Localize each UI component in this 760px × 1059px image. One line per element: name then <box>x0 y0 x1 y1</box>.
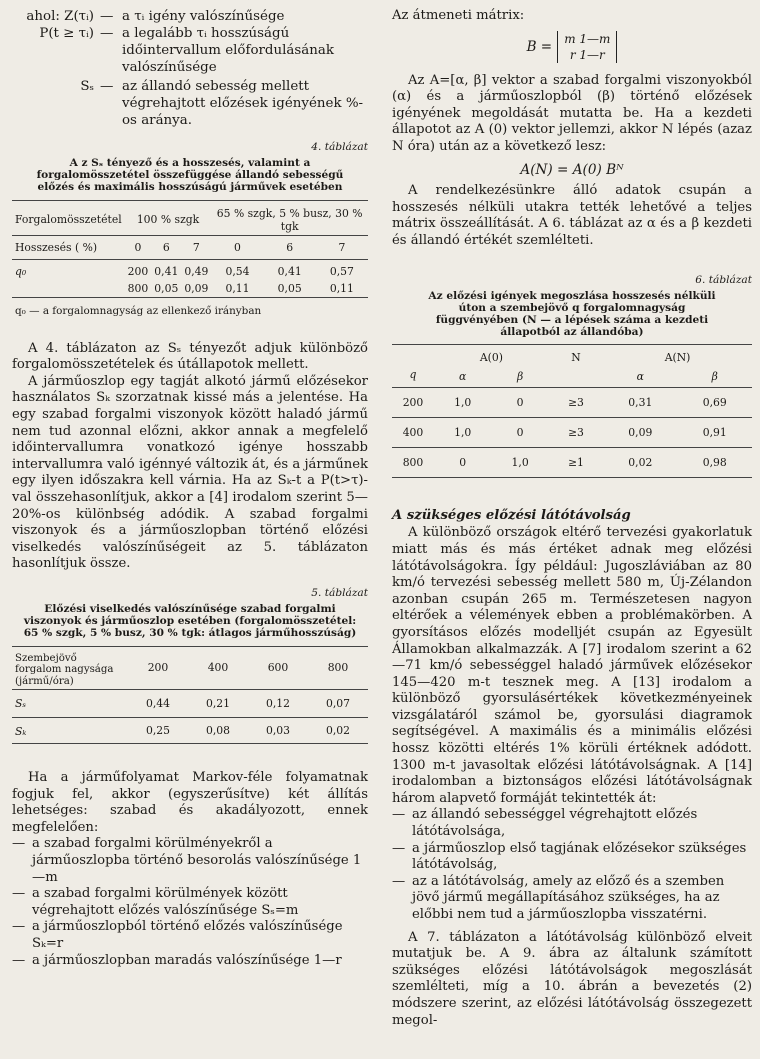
body-paragraph: A különböző országok eltérő tervezési gyakorlatuk miatt más és más értéket adnak meg előzési látótávolságokra. Így például: Jugoszláviában az 80 km/ó tervezési sebesség mellett 580 m, Új-Zélandon azonban csupán 265 m. Természetesen nagyon eltérőek a vélemények ebben a problémakörben. A gyorsításos előzés modelljét csupán az Egyesült Államokban alkalmazzák. A [7] irodalom szerint a 62—71 km/ó sebességgel haladó járművek előzésekor 145—420 m-t tesznek meg. A [13] irodalom a különböző gyorsulásértékek következményeinek vizsgálatáról számol be, gyorsulási diagramok segítségével. A maximális és a minimális előzési hossz közötti eltérés 1% körüli értéknek adódott. 1300 m-t javasoltak előzési látótávolságnak. A [14] irodalomban a biztonságos előzési látótávolságnak három alapvető formáját tekintették át: <box>392 525 752 806</box>
table-caption: A z Sₛ tényező és a hosszesés, valamint a forgalomösszetétel összefüggése állandó sebességű előzés és maximális hosszúságú járművek esetében <box>36 157 344 194</box>
table-cell: 0,08 <box>205 724 231 738</box>
table-cell: 0 <box>516 396 524 410</box>
list-item: — a szabad forgalmi körülményekről a járműoszlopba történő besorolás valószínűsége 1—m <box>12 836 368 886</box>
table-cell: 6 <box>286 240 294 254</box>
definition-symbol: P(t ≥ τᵢ) <box>39 26 94 41</box>
table-header-cell: 100 % szgk <box>136 213 200 227</box>
table-cell: 0,41 <box>277 264 302 278</box>
definition-dash: — <box>100 9 114 24</box>
table-cell: ≥3 <box>568 426 584 440</box>
definition-text: az állandó sebesség mellett végrehajtott előzések igényének %-os aránya. <box>122 79 364 128</box>
table-header-cell: Forgalomösszetétel <box>15 213 122 227</box>
list-item: — az állandó sebességgel végrehajtott előzés látótávolsága, <box>392 807 752 840</box>
formula: A(N) = A(0) Bᴺ <box>520 161 624 178</box>
table-cell: 0,11 <box>225 281 250 295</box>
table-cell: 1,0 <box>454 426 472 440</box>
table-cell: 0,09 <box>628 426 653 440</box>
definition-symbol: Sₛ <box>80 79 94 94</box>
table-header-cell: β <box>516 370 524 384</box>
table-cell: 0,41 <box>154 264 179 278</box>
table-cell: 0 <box>516 426 524 440</box>
table-header-cell: 800 <box>327 661 349 675</box>
list-item-text: az állandó sebességgel végrehajtott előzés látótávolsága, <box>412 807 698 840</box>
table-header-cell: q <box>409 368 417 382</box>
matrix-body <box>557 31 617 63</box>
table-caption: Az előzési igények megoszlása hosszesés nélküli úton a szembejövő q forgalomnagyság függvényében (N — a lépések száma a kezdeti állapotból az állandóba) <box>428 289 716 339</box>
table-caption: Előzési viselkedés valószínűsége szabad forgalmi viszonyok és járműoszlop esetében (forgalomösszetétel: 65 % szgk, 5 % busz, 30 % tgk: átlagos járműhosszúság) <box>23 602 357 640</box>
list-item-text: a járműoszlop első tagjának előzésekor szükséges látótávolság, <box>412 840 747 873</box>
definition-dash: — <box>100 26 114 41</box>
table-cell: 0,07 <box>325 697 351 711</box>
table-cell: 0 <box>234 240 241 254</box>
left-column <box>12 0 368 969</box>
list-item: — a járműoszlopból történő előzés valószínűsége Sₖ=r <box>12 919 368 952</box>
table-header-cell: A(0) <box>479 351 503 365</box>
section-heading: A szükséges előzési látótávolság <box>392 508 631 524</box>
matrix-row: m 1—m <box>564 31 611 46</box>
table-row <box>392 388 752 418</box>
table-row-label: q₀ <box>15 264 27 278</box>
table-cell: 0,05 <box>154 281 179 295</box>
matrix-intro: Az átmeneti mátrix: <box>392 8 525 23</box>
table-header-cell: 600 <box>267 661 289 675</box>
table-cell: 0,09 <box>184 281 209 295</box>
table-cell: 200 <box>402 396 424 410</box>
table-5 <box>12 587 368 748</box>
table-4 <box>12 141 368 319</box>
table-cell: 0,98 <box>702 456 727 470</box>
definition-text: a τᵢ igény valószínűsége <box>122 9 285 24</box>
table-note: q₀ — a forgalomnagyság az ellenkező irányban <box>15 304 262 317</box>
table-row <box>392 448 752 478</box>
body-paragraph: A járműoszlop egy tagját alkotó jármű előzésekor használatos Sₖ szorzatnak kissé más a jelentése. Ha egy szabad forgalmi viszonyok között haladó jármű nem tud azonnal előzni, akkor annak a megfelelő időintervallumra vonatkozó igénye hosszabb intervallumra való igénnyé változik át, és a járműnek egy ilyen időszakra kell várnia. Ha az Sₖ-t a P(t>τ)-val összehasonlítjuk, akkor a [4] irodalom szerint 5—20%-os különbség adódik. A szabad forgalmi viszonyok és a járműoszlopban történő előzési viselkedés valószínűségeit az 5. táblázaton hasonlítjuk össze. <box>12 373 368 572</box>
definition-row <box>12 25 368 76</box>
list-item-text: a szabad forgalmi körülményekről a járműoszlopba történő besorolás valószínűsége 1—m <box>32 836 362 885</box>
table-cell: 1,0 <box>511 456 529 470</box>
table-4-grid <box>12 200 368 319</box>
table-cell: 0,54 <box>225 264 250 278</box>
list-item: — az a látótávolság, amely az előző és a szemben jövő jármű megállapításához szükséges, ha az előbbi nem tud a járműoszlopba visszatérni. <box>392 874 752 924</box>
table-row <box>392 418 752 448</box>
table-cell: 7 <box>192 240 200 254</box>
body-paragraph: Ha a járműfolyamat Markov-féle folyamatnak fogjuk fel, akkor (egyszerűsítve) két állítás lehetséges: szabad és akadályozott, ennek megfelelően: <box>12 770 368 835</box>
table-6-grid <box>392 344 752 482</box>
definition-row <box>12 8 368 25</box>
list-item: — a járműoszlopban maradás valószínűsége 1—r <box>12 953 368 970</box>
table-number: 6. táblázat <box>695 273 752 286</box>
table-cell: ≥1 <box>568 456 584 470</box>
right-column <box>392 0 752 1029</box>
table-5-grid <box>12 646 368 749</box>
body-paragraph: A rendelkezésünkre álló adatok csupán a hosszesés nélküli utakra tették lehetővé a teljes mátrix összeállítását. A 6. táblázat az α és a β kezdeti és állandó értékét szemlélteti. <box>392 183 752 248</box>
table-row <box>12 280 368 298</box>
table-row-label: Sₖ <box>15 725 27 739</box>
definition-symbol: ahol: Z(τᵢ) <box>26 9 94 24</box>
table-row <box>12 718 368 744</box>
table-cell: 0,69 <box>702 396 727 410</box>
body-paragraph: A 7. táblázaton a látótávolság különböző elveit mutatjuk be. A 9. ábra az általunk számított szükséges előzési látótávolságok megoszlását szemlélteti, míg a 10. ábrán a bevezetés (2) módszere szerint, az előzési látótávolság összegezett megol- <box>392 929 752 1028</box>
table-cell: 0,02 <box>325 724 351 738</box>
table-cell: 0,25 <box>145 724 171 738</box>
table-header-cell: 200 <box>147 661 169 675</box>
table-cell: 400 <box>402 426 424 440</box>
table-cell: 0,02 <box>628 456 653 470</box>
list-item-text: a járműoszlopban maradás valószínűsége 1—r <box>32 952 342 968</box>
table-cell: 0,03 <box>265 724 291 738</box>
list-item: — a járműoszlop első tagjának előzésekor szükséges látótávolság, <box>392 841 752 874</box>
table-cell: 0,31 <box>628 396 653 410</box>
table-cell: ≥3 <box>568 396 584 410</box>
table-cell: 0,91 <box>702 426 727 440</box>
table-cell: 800 <box>127 281 149 295</box>
table-header-cell: 400 <box>207 661 229 675</box>
list-item-text: az a látótávolság, amely az előző és a szemben jövő jármű megállapításához szükséges, ha az előbbi nem tud a járműoszlopba visszatérni. <box>412 873 725 922</box>
table-header-cell: 65 % szgk, 5 % busz, 30 % tgk <box>216 206 363 233</box>
table-cell: 0 <box>134 240 142 254</box>
matrix-lhs: B = <box>526 38 553 55</box>
table-cell: 7 <box>338 240 346 254</box>
table-row-label: Sₛ <box>15 697 27 711</box>
table-number: 4. táblázat <box>311 141 368 153</box>
table-6 <box>392 274 752 483</box>
table-row-label: Hosszesés ( %) <box>15 240 98 254</box>
table-cell: 800 <box>402 456 424 470</box>
table-cell: 0,21 <box>205 697 231 711</box>
definition-dash: — <box>100 79 114 94</box>
table-cell: 6 <box>162 240 170 254</box>
table-cell: 200 <box>127 264 149 278</box>
table-cell: 0,11 <box>329 281 354 295</box>
table-header-cell: α <box>636 370 644 384</box>
table-header-cell: N <box>571 351 581 365</box>
table-header-cell: A(N) <box>664 351 691 365</box>
table-number: 5. táblázat <box>311 586 368 599</box>
table-header-cell: β <box>711 370 718 384</box>
table-cell: 0,44 <box>145 697 171 711</box>
table-header-cell: α <box>459 370 467 384</box>
table-row <box>12 690 368 718</box>
table-cell: 1,0 <box>454 396 472 410</box>
list-item: — a szabad forgalmi körülmények között végrehajtott előzés valószínűsége Sₛ=m <box>12 886 368 919</box>
table-header-cell: Szembejövő forgalom nagysága (jármű/óra) <box>15 652 114 687</box>
table-cell: 0 <box>459 456 467 470</box>
definition-text: a legalább τᵢ hosszúságú időintervallum előfordulásának valószínűsége <box>122 26 334 75</box>
transition-matrix <box>392 31 752 63</box>
body-paragraph: Az A=[α, β] vektor a szabad forgalmi viszonyokból (α) és a járműoszlopból (β) történő előzések igényének megoldását mutatta be. Ha a kezdeti állapotot az A (0) vektor jellemzi, akkor N lépés (azaz N óra) után az a következő lesz: <box>392 72 752 154</box>
list-item-text: a szabad forgalmi körülmények között végrehajtott előzés valószínűsége Sₛ=m <box>32 886 299 918</box>
table-cell: 0,57 <box>329 264 354 278</box>
body-paragraph: A 4. táblázaton az Sₛ tényezőt adjuk különböző forgalomösszetételek és útállapotok mellett. <box>12 340 368 373</box>
matrix-row: r 1—r <box>569 47 605 62</box>
table-cell: 0,05 <box>277 281 302 295</box>
table-row <box>12 259 368 280</box>
list-item-text: a járműoszlopból történő előzés valószínűsége Sₖ=r <box>32 919 343 951</box>
table-cell: 0,12 <box>265 697 291 711</box>
table-cell: 0,49 <box>184 264 209 278</box>
definition-row <box>12 78 368 129</box>
